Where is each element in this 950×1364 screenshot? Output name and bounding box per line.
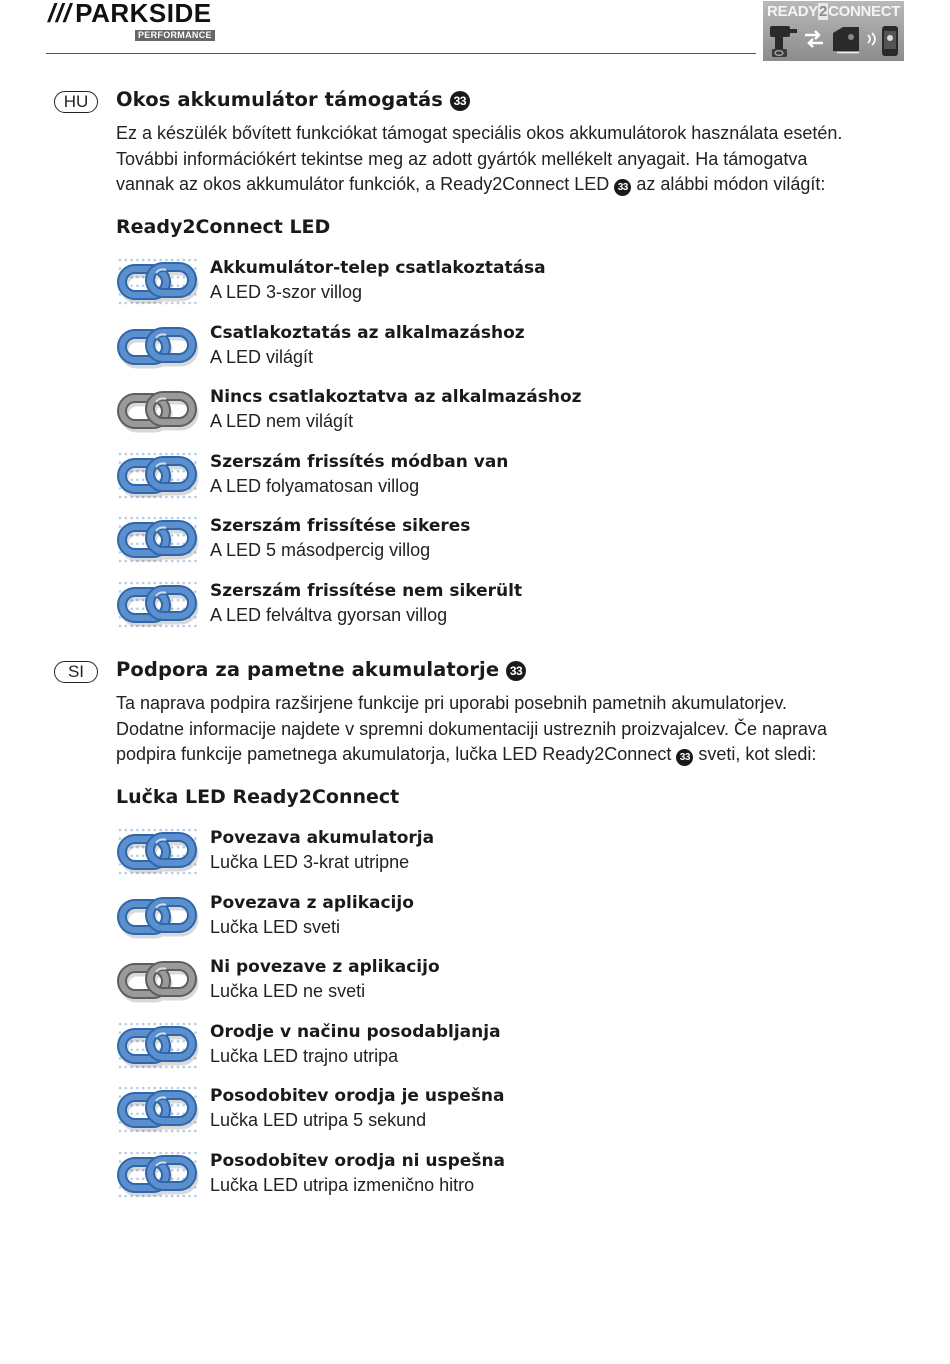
led-status-desc: Lučka LED utripa izmenično hitro	[210, 1174, 475, 1195]
reference-number: 33	[676, 749, 693, 766]
link-blinking-icon	[116, 450, 200, 502]
battery-icon	[829, 25, 865, 55]
r2c-title: READY2CONNECT	[767, 3, 901, 20]
language-badge: HU	[54, 91, 98, 113]
reference-number: 33	[450, 91, 470, 111]
led-status-item	[116, 1084, 816, 1149]
led-status-item	[116, 1020, 816, 1085]
header-divider	[46, 53, 756, 54]
led-status-item	[116, 826, 816, 891]
link-blinking-icon	[116, 1149, 200, 1201]
led-status-item	[116, 256, 816, 321]
swap-arrows-icon	[803, 29, 825, 49]
signal-icon	[865, 31, 879, 47]
led-status-item	[116, 321, 816, 386]
led-status-desc: Lučka LED utripa 5 sekund	[210, 1110, 427, 1131]
reference-number: 33	[614, 179, 631, 196]
link-blinking-icon	[116, 579, 200, 631]
section-paragraph: Ta naprava podpira razširjene funkcije pri uporabi posebnih pametnih akumulatorjev. Dodatne informacije najdete v spremni dokumentaciji ustreznih proizvajalcev. Če naprava podpira funkcije pametnega akumulatorja, lučka LED Ready2Connect 33 sveti, kot sledi:	[116, 693, 828, 764]
parkside-logo	[48, 0, 212, 40]
phone-icon	[881, 25, 899, 57]
led-status-desc: Lučka LED ne sveti	[210, 981, 366, 1002]
link-grey-icon	[116, 955, 200, 1007]
drill-icon	[767, 23, 799, 59]
led-status-label: Akkumulátor-telep csatlakoztatása	[210, 258, 546, 278]
led-subtitle: Ready2Connect LED	[116, 216, 331, 238]
led-status-desc: Lučka LED sveti	[210, 916, 341, 937]
led-status-item	[116, 450, 816, 515]
led-status-item	[116, 579, 816, 644]
led-status-item	[116, 385, 816, 450]
led-status-desc: Lučka LED trajno utripa	[210, 1045, 399, 1066]
section-title: Okos akkumulátor támogatás 33	[116, 88, 470, 111]
led-status-desc: A LED 5 másodpercig villog	[210, 540, 431, 561]
led-subtitle: Lučka LED Ready2Connect	[116, 786, 400, 808]
led-status-label: Szerszám frissítés módban van	[210, 451, 509, 472]
led-status-list	[116, 826, 816, 1214]
led-status-item	[116, 955, 816, 1020]
led-status-item	[116, 514, 816, 579]
led-status-label: Povezava z aplikacijo	[210, 892, 414, 913]
page-header	[0, 0, 950, 62]
led-status-label: Csatlakoztatás az alkalmazáshoz	[210, 322, 525, 343]
language-badge: SI	[54, 661, 98, 683]
led-status-desc: A LED nem világít	[210, 411, 354, 432]
led-status-label: Ni povezave z aplikacijo	[210, 957, 440, 978]
led-status-label: Posodobitev orodja je uspešna	[210, 1086, 505, 1107]
led-status-desc: A LED 3-szor villog	[210, 282, 363, 302]
led-status-desc: A LED világít	[210, 346, 314, 367]
reference-number: 33	[506, 661, 526, 681]
led-status-label: Szerszám frissítése sikeres	[210, 516, 471, 537]
led-status-desc: A LED folyamatosan villog	[210, 475, 420, 496]
led-status-label: Szerszám frissítése nem sikerült	[210, 580, 523, 601]
link-blinking-icon	[116, 256, 200, 308]
led-status-desc: Lučka LED 3-krat utripne	[210, 852, 410, 872]
link-lit-icon	[116, 891, 200, 943]
logo-brand: PARKSIDE	[75, 0, 212, 28]
logo-slashes: ///	[48, 0, 72, 28]
led-status-label: Orodje v načinu posodabljanja	[210, 1021, 501, 1042]
link-grey-icon	[116, 385, 200, 437]
led-status-label: Nincs csatlakoztatva az alkalmazáshoz	[210, 387, 582, 408]
link-lit-icon	[116, 321, 200, 373]
led-status-desc: A LED felváltva gyorsan villog	[210, 604, 448, 625]
led-status-item	[116, 891, 816, 956]
led-status-list	[116, 256, 816, 644]
link-blinking-icon	[116, 1020, 200, 1072]
ready2connect-badge	[763, 1, 904, 61]
section-paragraph: Ez a készülék bővített funkciókat támogat speciális okos akkumulátorok használata esetén. További információkért tekintse meg az adott gyártók mellékelt anyagait. Ha támogatva vannak az okos akkumulátor funkciók, a Ready2Connect LED 33 az alábbi módon világít:	[116, 123, 843, 194]
section-title: Podpora za pametne akumulatorje 33	[116, 658, 526, 681]
link-blinking-icon	[116, 826, 200, 878]
logo-sub: PERFORMANCE	[135, 30, 215, 41]
led-status-label: Posodobitev orodja ni uspešna	[210, 1150, 506, 1171]
led-status-item	[116, 1149, 816, 1214]
led-status-label: Povezava akumulatorja	[210, 828, 435, 848]
link-blinking-icon	[116, 514, 200, 566]
link-blinking-icon	[116, 1084, 200, 1136]
